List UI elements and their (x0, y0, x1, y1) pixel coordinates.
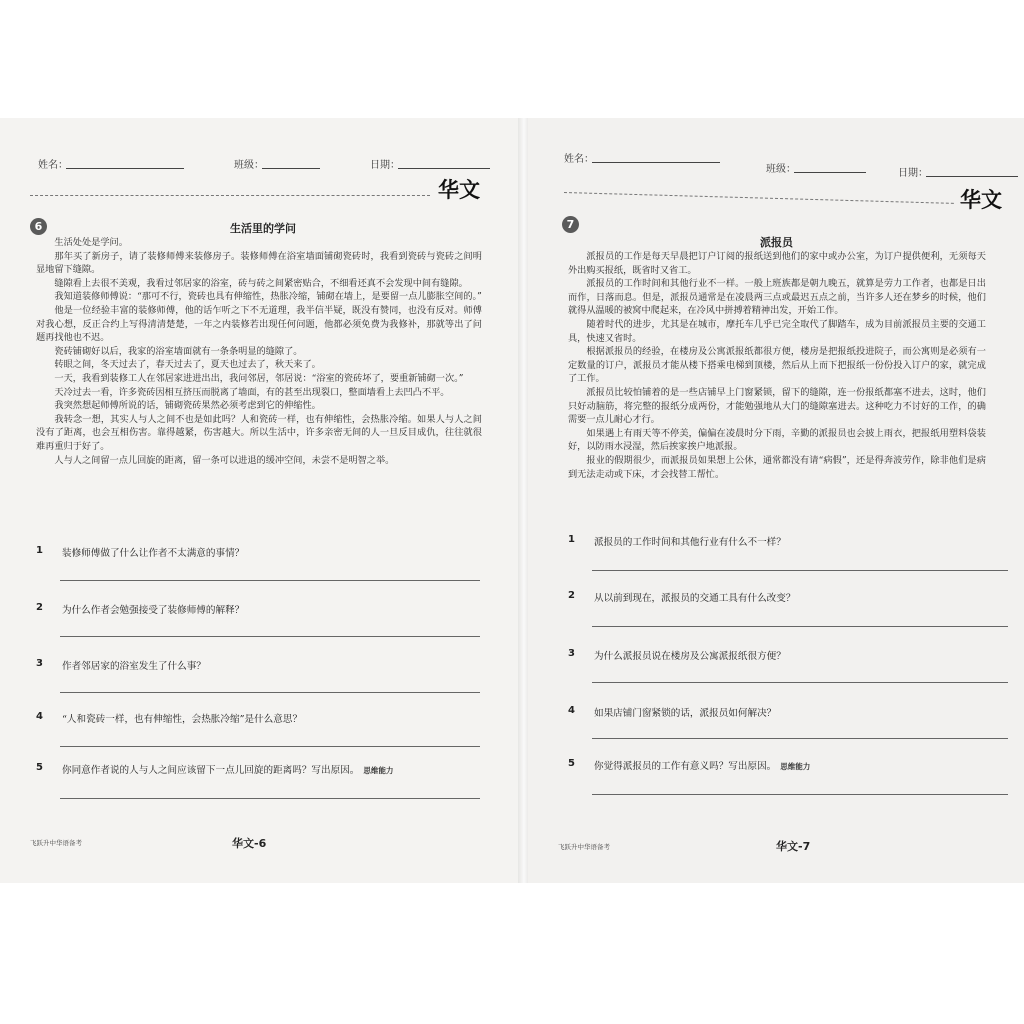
paragraph: 天冷过去一看，许多瓷砖因相互挤压而脱离了墙面，有的甚至出现裂口，整面墙看上去凹凸不平。 (54, 386, 450, 398)
footer-series: 飞跃升中华语备考 (558, 843, 610, 851)
question-text (62, 762, 393, 776)
name-label: 姓名： (564, 154, 594, 165)
paragraph: 转眼之间，冬天过去了，春天过去了，夏天也过去了，秋天来了。 (54, 359, 321, 371)
page-number: 华文-6 (232, 837, 267, 850)
footer-series: 飞跃升中华语备考 (30, 839, 82, 847)
brand-logo: 华文 (438, 178, 480, 202)
answer-line[interactable] (60, 636, 480, 637)
question-number: 5 (568, 758, 575, 769)
question-number: 1 (36, 545, 43, 556)
answer-line[interactable] (60, 580, 480, 581)
brand-logo: 华文 (960, 188, 1002, 212)
question-number: 2 (568, 590, 575, 601)
answer-line[interactable] (592, 794, 1008, 795)
date-line (926, 176, 1018, 177)
paragraph: 随着时代的进步，尤其是在城市，摩托车几乎已完全取代了脚踏车，成为目前派报员主要的交通工具，快速又省时。 (568, 318, 986, 344)
question-text: 为什么作者会勉强接受了装修师傅的解释？ (62, 605, 245, 616)
question-text: 装修师傅做了什么让作者不太满意的事情？ (62, 548, 245, 559)
paragraph: 我突然想起师傅所说的话，铺砌瓷砖果然必须考虑到它的伸缩性。 (54, 400, 321, 412)
header-dashed-rule (30, 195, 430, 196)
passage-body (36, 236, 482, 467)
exercise-number: 6 (30, 218, 47, 235)
skill-tag: 思维能力 (363, 766, 394, 775)
answer-line[interactable] (592, 738, 1008, 739)
answer-line[interactable] (592, 570, 1008, 571)
paragraph: 如果遇上有雨天等不停美，偏偏在凌晨时分下雨，辛勤的派报员也会披上雨衣，把报纸用塑料袋装好，以防雨水浸湿，然后挨家挨户地派报。 (568, 427, 986, 453)
paragraph: 派报员比较怕铺着的是一些店铺早上门窗紧锁，留下的缝隙，连一份报纸都塞不进去，这时，他们只好动脑筋，将完整的报纸分成两份，才能勉强地从大门的缝隙塞进去。这种吃力不讨好的工作，的确需要一点儿耐心才行。 (568, 386, 986, 426)
question-text: 派报员的工作时间和其他行业有什么不一样？ (594, 537, 786, 548)
question-number: 2 (36, 602, 43, 613)
question-text: 为什么派报员说在楼房及公寓派报纸很方便？ (594, 651, 786, 662)
class-line (262, 168, 320, 169)
date-line (398, 168, 490, 169)
question-text: 如果店铺门窗紧锁的话，派报员如何解决？ (594, 708, 777, 719)
class-label: 班级： (234, 160, 264, 171)
paragraph: 根据派报员的经验，在楼房及公寓派报纸都很方便，楼房是把报纸投进院子，而公寓则是必须有一定数量的订户，派报员才能从楼下搭乘电梯到顶楼，然后从上而下把报纸一份份投入订户的家，就完成了工作。 (568, 346, 986, 385)
paragraph: 派报员的工作时间和其他行业不一样。一般上班族都是朝九晚五，就算是劳力工作者，也都是日出而作，日落而息。但是，派报员通常是在凌晨两三点或最迟五点之前，当许多人还在梦乡的时候，他们就得从温暖的被窝中爬起来，在冷风中拼搏着精神出发，开始工作。 (568, 278, 986, 317)
passage-title: 派报员 (760, 236, 793, 249)
paragraph: 派报员的工作是每天早晨把订户订阅的报纸送到他们的家中或办公室，为订户提供便利，无须每天外出购买报纸，既省时又省工。 (568, 251, 986, 276)
question-number: 3 (568, 648, 575, 659)
question-text-content: 你同意作者说的人与人之间应该留下一点儿回旋的距离吗？写出原因。 (62, 765, 360, 776)
question-text: 从以前到现在，派报员的交通工具有什么改变？ (594, 593, 796, 604)
left-page (0, 118, 520, 883)
passage-title: 生活里的学问 (230, 222, 296, 235)
name-label: 姓名： (38, 160, 68, 171)
date-label: 日期： (898, 168, 928, 179)
answer-line[interactable] (60, 692, 480, 693)
question-number: 5 (36, 762, 43, 773)
paragraph: 我转念一想，其实人与人之间不也是如此吗？人和瓷砖一样，也有伸缩性，会热胀冷缩。如果人与人之间没有了距离，也会互相伤害。靠得越紧，伤害越大。所以生活中，许多亲密无间的人一旦反目成仇，往往就很难再重归于好了。 (36, 413, 482, 452)
question-text (594, 758, 810, 772)
class-line (794, 172, 866, 173)
name-line (592, 162, 720, 163)
paragraph: 报业的假期很少，而派报员如果想上公休，通常都没有请“病假”，还是得奔波劳作，除非他们是病到无法走动或下床，才会找替工帮忙。 (568, 454, 986, 480)
paragraph: 瓷砖铺砌好以后，我家的浴室墙面就有一条条明显的缝隙了。 (54, 345, 303, 357)
question-number: 4 (568, 705, 575, 716)
answer-line[interactable] (60, 798, 480, 799)
question-number: 4 (36, 711, 43, 722)
answer-line[interactable] (592, 626, 1008, 627)
paragraph: 缝隙看上去很不美观，我看过邻居家的浴室，砖与砖之间紧密贴合，不细看还真不会发现中间有缝隙。 (54, 277, 468, 289)
class-label: 班级： (766, 164, 796, 175)
answer-line[interactable] (592, 682, 1008, 683)
question-number: 3 (36, 658, 43, 669)
exercise-number: 7 (562, 216, 579, 233)
paragraph: 他是一位经验丰富的装修师傅，他的话乍听之下不无道理，我半信半疑，既没有赞同，也没有反对。师傅对我心想，反正合约上写得清清楚楚，一年之内装修若出现任何问题，他都必须免费为我修补，那就等出了问题再找他也不迟。 (36, 304, 482, 344)
right-page (528, 118, 1024, 883)
page-number: 华文-7 (776, 840, 811, 853)
paragraph: 人与人之间留一点儿回旋的距离，留一条可以进退的缓冲空间，未尝不是明智之举。 (54, 454, 395, 466)
question-text: 作者邻居家的浴室发生了什么事？ (62, 661, 206, 672)
paragraph: 生活处处是学问。 (54, 237, 128, 248)
date-label: 日期： (370, 160, 400, 171)
passage-body (568, 250, 986, 481)
header-dashed-rule (564, 192, 954, 204)
skill-tag: 思维能力 (780, 762, 811, 771)
question-text: “人和瓷砖一样，也有伸缩性，会热胀冷缩”是什么意思？ (62, 714, 303, 725)
paragraph: 那年买了新房子，请了装修师傅来装修房子。装修师傅在浴室墙面铺砌瓷砖时，我看到瓷砖与瓷砖之间明显地留下缝隙。 (36, 250, 482, 276)
question-number: 1 (568, 534, 575, 545)
answer-line[interactable] (60, 746, 480, 747)
paragraph: 一天，我看到装修工人在邻居家进进出出，我问邻居，邻居说：“浴室的瓷砖坏了，要重新铺砌一次。” (54, 372, 464, 384)
paragraph: 我知道装修师傅说：“那可不行，瓷砖也具有伸缩性，热胀冷缩，铺砌在墙上，是要留一点儿膨胀空间的。” (54, 291, 482, 303)
question-text-content: 你觉得派报员的工作有意义吗？写出原因。 (594, 761, 777, 772)
name-line (66, 168, 184, 169)
